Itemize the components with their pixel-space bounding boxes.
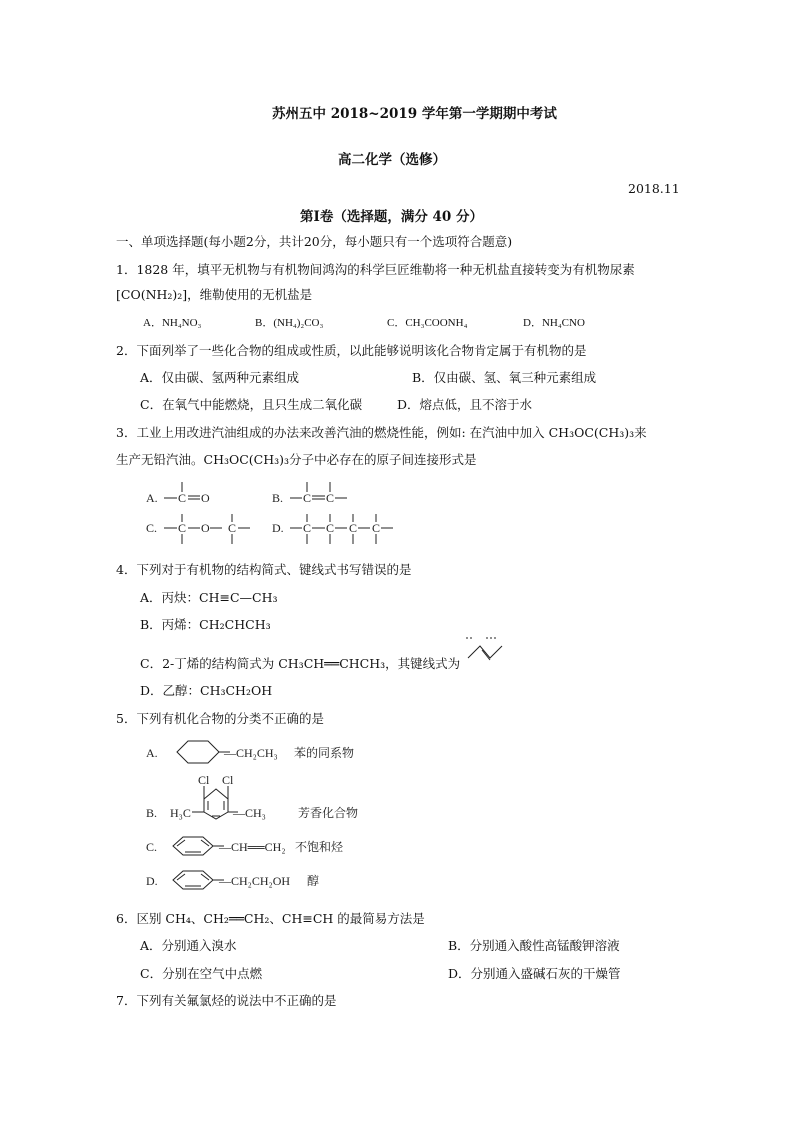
- q6-stem: 6．区别 CH₄、CH₂══CH₂、CH≡CH 的最简易方法是: [116, 911, 425, 926]
- q3-label-c: C.: [146, 521, 158, 535]
- q4-skeletal-formula: [462, 636, 506, 666]
- q5-label-a: A.: [146, 746, 158, 760]
- q5-b-class: 芳香化合物: [298, 806, 359, 820]
- q5-b-cl-1: Cl: [198, 773, 210, 787]
- q2-option-d: D．熔点低，且不溶于水: [397, 397, 533, 412]
- q3-stem-line1: 3．工业上用改进汽油组成的办法来改善汽油的燃烧性能，例如: 在汽油中加入 CH₃OC(CH₃)₃来: [116, 425, 647, 440]
- q3-b-carbon-2: C: [326, 491, 335, 505]
- q5-c-substituent: —CH══CH₂: [219, 840, 286, 854]
- q4-option-a: A．丙炔：CH≡C—CH₃: [140, 590, 278, 605]
- q1-stem-line2: [CO(NH₂)₂]，维勒使用的无机盐是: [116, 287, 313, 302]
- q1-option-b: B．(NH₄)₂CO₃: [255, 317, 324, 329]
- q3-d-carbon-3: C: [349, 521, 358, 535]
- q5-d-class: 醇: [307, 874, 320, 888]
- q3-d-carbon-1: C: [303, 521, 312, 535]
- q5-a-class: 苯的同系物: [294, 746, 355, 760]
- section-heading: 第Ⅰ卷（选择题，满分 40 分）: [300, 209, 484, 225]
- q3-c-carbon-1: C: [178, 521, 187, 535]
- q3-a-carbon: C: [178, 491, 187, 505]
- exam-date: 2018.11: [628, 181, 680, 196]
- q2-option-a: A．仅由碳、氢两种元素组成: [140, 370, 300, 385]
- q3-structure-options: [140, 476, 410, 552]
- q5-b-substituent: —CH₃: [233, 806, 266, 820]
- q3-c-carbon-2: C: [228, 521, 237, 535]
- q5-structures: [140, 732, 400, 900]
- q1-option-a: A．NH₄NO₃: [143, 317, 202, 329]
- q7-stem: 7．下列有关氟氯烃的说法中不正确的是: [116, 993, 337, 1008]
- q5-a-substituent: —CH₂CH₃: [224, 746, 278, 760]
- q6-option-a: A．分别通入溴水: [140, 938, 237, 953]
- q6-option-d: D．分别通入盛碱石灰的干燥管: [448, 966, 621, 981]
- q3-a-oxygen: O: [201, 491, 210, 505]
- q5-label-d: D.: [146, 874, 158, 888]
- q1-option-d: D．NH₄CNO: [523, 317, 585, 329]
- exam-title: 苏州五中 2018~2019 学年第一学期期中考试: [272, 106, 557, 122]
- q5-c-class: 不饱和烃: [295, 840, 344, 854]
- q4-option-c: C．2-丁烯的结构简式为 CH₃CH══CHCH₃，其键线式为: [140, 656, 461, 671]
- q5-b-cl-2: Cl: [222, 773, 234, 787]
- q5-stem: 5．下列有机化合物的分类不正确的是: [116, 711, 324, 726]
- q4-option-d: D．乙醇：CH₃CH₂OH: [140, 683, 273, 698]
- q5-label-b: B.: [146, 806, 158, 820]
- instructions: 一、单项选择题(每小题2分，共计20分，每小题只有一个选项符合题意): [116, 234, 513, 249]
- q6-option-c: C．分别在空气中点燃: [140, 966, 263, 981]
- q3-d-carbon-2: C: [326, 521, 335, 535]
- q3-label-a: A.: [146, 491, 158, 505]
- q6-option-b: B．分别通入酸性高锰酸钾溶液: [448, 938, 620, 953]
- q3-label-d: D.: [272, 521, 284, 535]
- q4-stem: 4．下列对于有机物的结构简式、键线式书写错误的是: [116, 562, 412, 577]
- q5-d-substituent: —CH₂CH₂OH: [219, 874, 291, 888]
- exam-subtitle: 高二化学（选修）: [338, 152, 446, 168]
- q4-option-b: B．丙烯：CH₂CHCH₃: [140, 617, 271, 632]
- q5-label-c: C.: [146, 840, 158, 854]
- q1-option-c: C．CH₃COONH₄: [387, 317, 468, 329]
- q3-stem-line2: 生产无铅汽油。CH₃OC(CH₃)₃分子中必存在的原子间连接形式是: [116, 452, 477, 467]
- q1-stem-line1: 1．1828 年，填平无机物与有机物间鸿沟的科学巨匠维勒将一种无机盐直接转变为有机物尿素: [116, 262, 635, 277]
- q5-b-h3c: H₃C: [170, 806, 191, 820]
- q3-c-oxygen: O: [201, 521, 210, 535]
- q3-label-b: B.: [272, 491, 284, 505]
- q2-stem: 2．下面列举了一些化合物的组成或性质，以此能够说明该化合物肯定属于有机物的是: [116, 343, 587, 358]
- q2-option-b: B．仅由碳、氢、氧三种元素组成: [412, 370, 597, 385]
- q2-option-c: C．在氧气中能燃烧，且只生成二氧化碳: [140, 397, 363, 412]
- q3-b-carbon-1: C: [303, 491, 312, 505]
- q3-d-carbon-4: C: [372, 521, 381, 535]
